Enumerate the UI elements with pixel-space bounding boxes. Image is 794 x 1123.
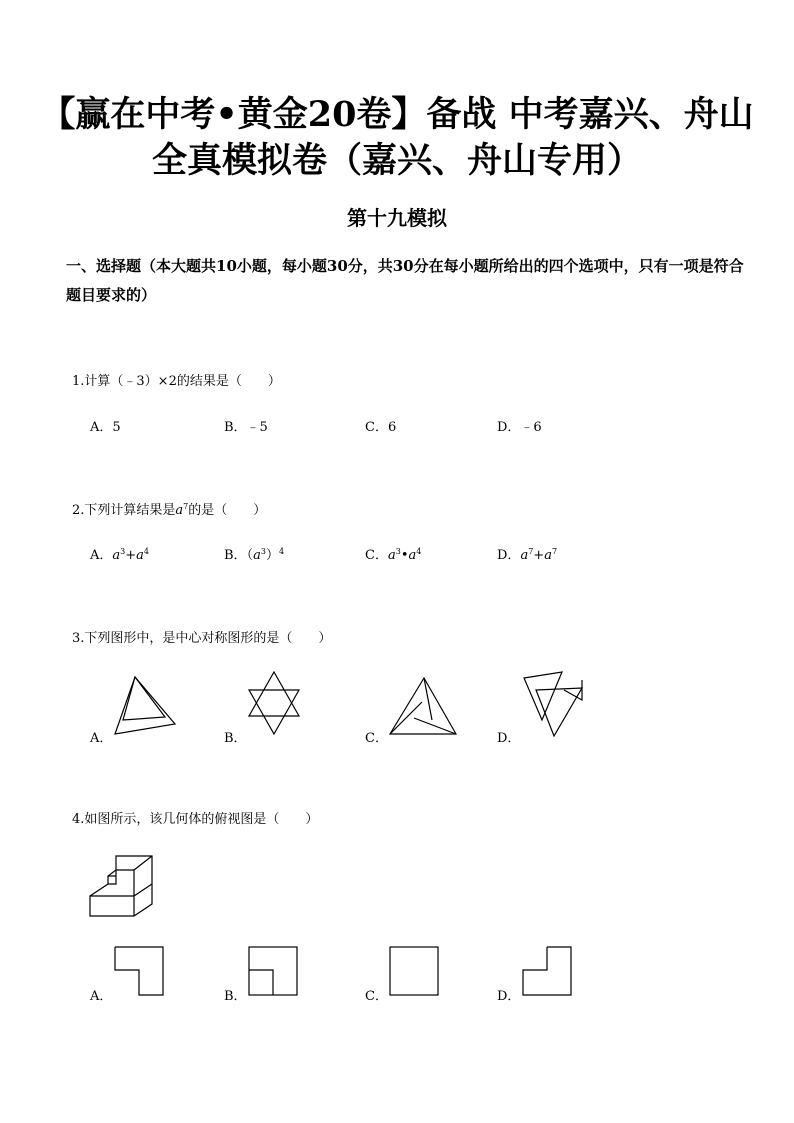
outer-triangle bbox=[390, 678, 456, 734]
variable: a bbox=[520, 548, 529, 563]
question-4-solid-figure bbox=[88, 852, 160, 922]
paren-open: （ bbox=[246, 548, 254, 563]
question-1-stem: 1.计算（﹣3）×2的结果是（ ） bbox=[72, 374, 281, 389]
question-4-label-d: D． bbox=[497, 989, 521, 1004]
question-3-figure-c bbox=[386, 676, 458, 738]
variable: a bbox=[253, 548, 261, 563]
question-2-stem-after: 的是（ ） bbox=[188, 503, 267, 518]
pinwheel-line bbox=[414, 718, 456, 734]
question-3-figure-b bbox=[246, 668, 302, 738]
triangle bbox=[536, 688, 582, 736]
title-line-1: 【赢在中考•黄金20卷】备战 中考嘉兴、舟山 bbox=[40, 94, 754, 135]
question-2-stem-variable: a bbox=[175, 503, 184, 518]
inner-triangle bbox=[123, 677, 165, 720]
exponent: 3 bbox=[260, 547, 266, 556]
question-4-figure-b bbox=[248, 946, 300, 998]
question-2-option-d bbox=[497, 544, 557, 563]
solid-upper-edges bbox=[116, 856, 152, 896]
solid-front-edges bbox=[90, 884, 152, 916]
question-2-stem bbox=[72, 499, 266, 518]
question-3-figure-a bbox=[110, 672, 182, 736]
option-label: D． bbox=[497, 548, 521, 563]
title-line-2: 全真模拟卷（嘉兴、舟山专用） bbox=[151, 140, 642, 181]
outer-triangle bbox=[115, 677, 175, 734]
section-heading: 一、选择题（本大题共10小题，每小题30分，共30分在每小题所给出的四个选项中，只有一项是符合题目要求的） bbox=[66, 257, 744, 304]
outer-square bbox=[390, 947, 438, 995]
solid-outline bbox=[90, 856, 152, 916]
question-4-figure-d bbox=[522, 946, 574, 998]
question-3-label-a: A． bbox=[90, 731, 113, 746]
option-label: C． bbox=[365, 548, 388, 563]
question-2-stem-before: 2.下列计算结果是 bbox=[72, 503, 176, 518]
paren-close: ） bbox=[265, 548, 279, 563]
option-label: A． bbox=[90, 548, 113, 563]
question-4-figure-c bbox=[389, 946, 441, 998]
operator: + bbox=[533, 548, 545, 563]
question-3-stem: 3.下列图形中，是中心对称图形的是（ ） bbox=[72, 631, 332, 646]
variable: a bbox=[544, 548, 552, 563]
question-3-figure-d bbox=[522, 668, 586, 740]
star-up-triangle bbox=[249, 672, 299, 716]
exponent: 7 bbox=[528, 547, 534, 556]
step-shape-outline bbox=[523, 947, 571, 995]
option-label: B． bbox=[224, 548, 247, 563]
question-1-option-b: B．﹣5 bbox=[224, 420, 268, 435]
exponent: 7 bbox=[551, 547, 558, 556]
variable: a bbox=[136, 548, 144, 563]
variable: a bbox=[387, 548, 396, 563]
question-4-label-b: B． bbox=[224, 989, 247, 1004]
question-4-stem: 4.如图所示，该几何体的俯视图是（ ） bbox=[72, 812, 319, 827]
question-3-label-c: C． bbox=[365, 731, 388, 746]
operator: + bbox=[125, 548, 137, 563]
inner-line bbox=[249, 970, 273, 995]
question-1-option-a: A．5 bbox=[90, 420, 121, 435]
question-1-option-c: C．6 bbox=[365, 420, 397, 435]
question-2-option-a bbox=[90, 544, 149, 563]
exponent: 4 bbox=[416, 547, 422, 556]
operator: • bbox=[400, 548, 409, 563]
question-3-label-b: B． bbox=[224, 731, 247, 746]
solid-step-edges bbox=[108, 870, 116, 884]
question-4-label-c: C． bbox=[365, 989, 388, 1004]
question-3-label-d: D． bbox=[497, 731, 521, 746]
question-1-option-d: D．﹣6 bbox=[497, 420, 542, 435]
l-shape-outline bbox=[115, 947, 163, 995]
star-down-triangle bbox=[249, 690, 299, 734]
small-triangle bbox=[564, 680, 582, 700]
exponent: 3 bbox=[120, 547, 126, 556]
exponent: 4 bbox=[278, 547, 285, 556]
question-2-option-c bbox=[365, 544, 421, 563]
triangle bbox=[524, 672, 562, 720]
subtitle: 第十九模拟 bbox=[347, 206, 447, 230]
exponent: 3 bbox=[395, 547, 401, 556]
question-4-figure-a bbox=[114, 946, 166, 998]
variable: a bbox=[408, 548, 417, 563]
question-4-label-a: A． bbox=[90, 989, 113, 1004]
variable: a bbox=[112, 548, 121, 563]
exponent: 4 bbox=[143, 547, 150, 556]
question-2-stem-exponent: 7 bbox=[183, 502, 189, 511]
question-2-option-b bbox=[224, 544, 284, 563]
